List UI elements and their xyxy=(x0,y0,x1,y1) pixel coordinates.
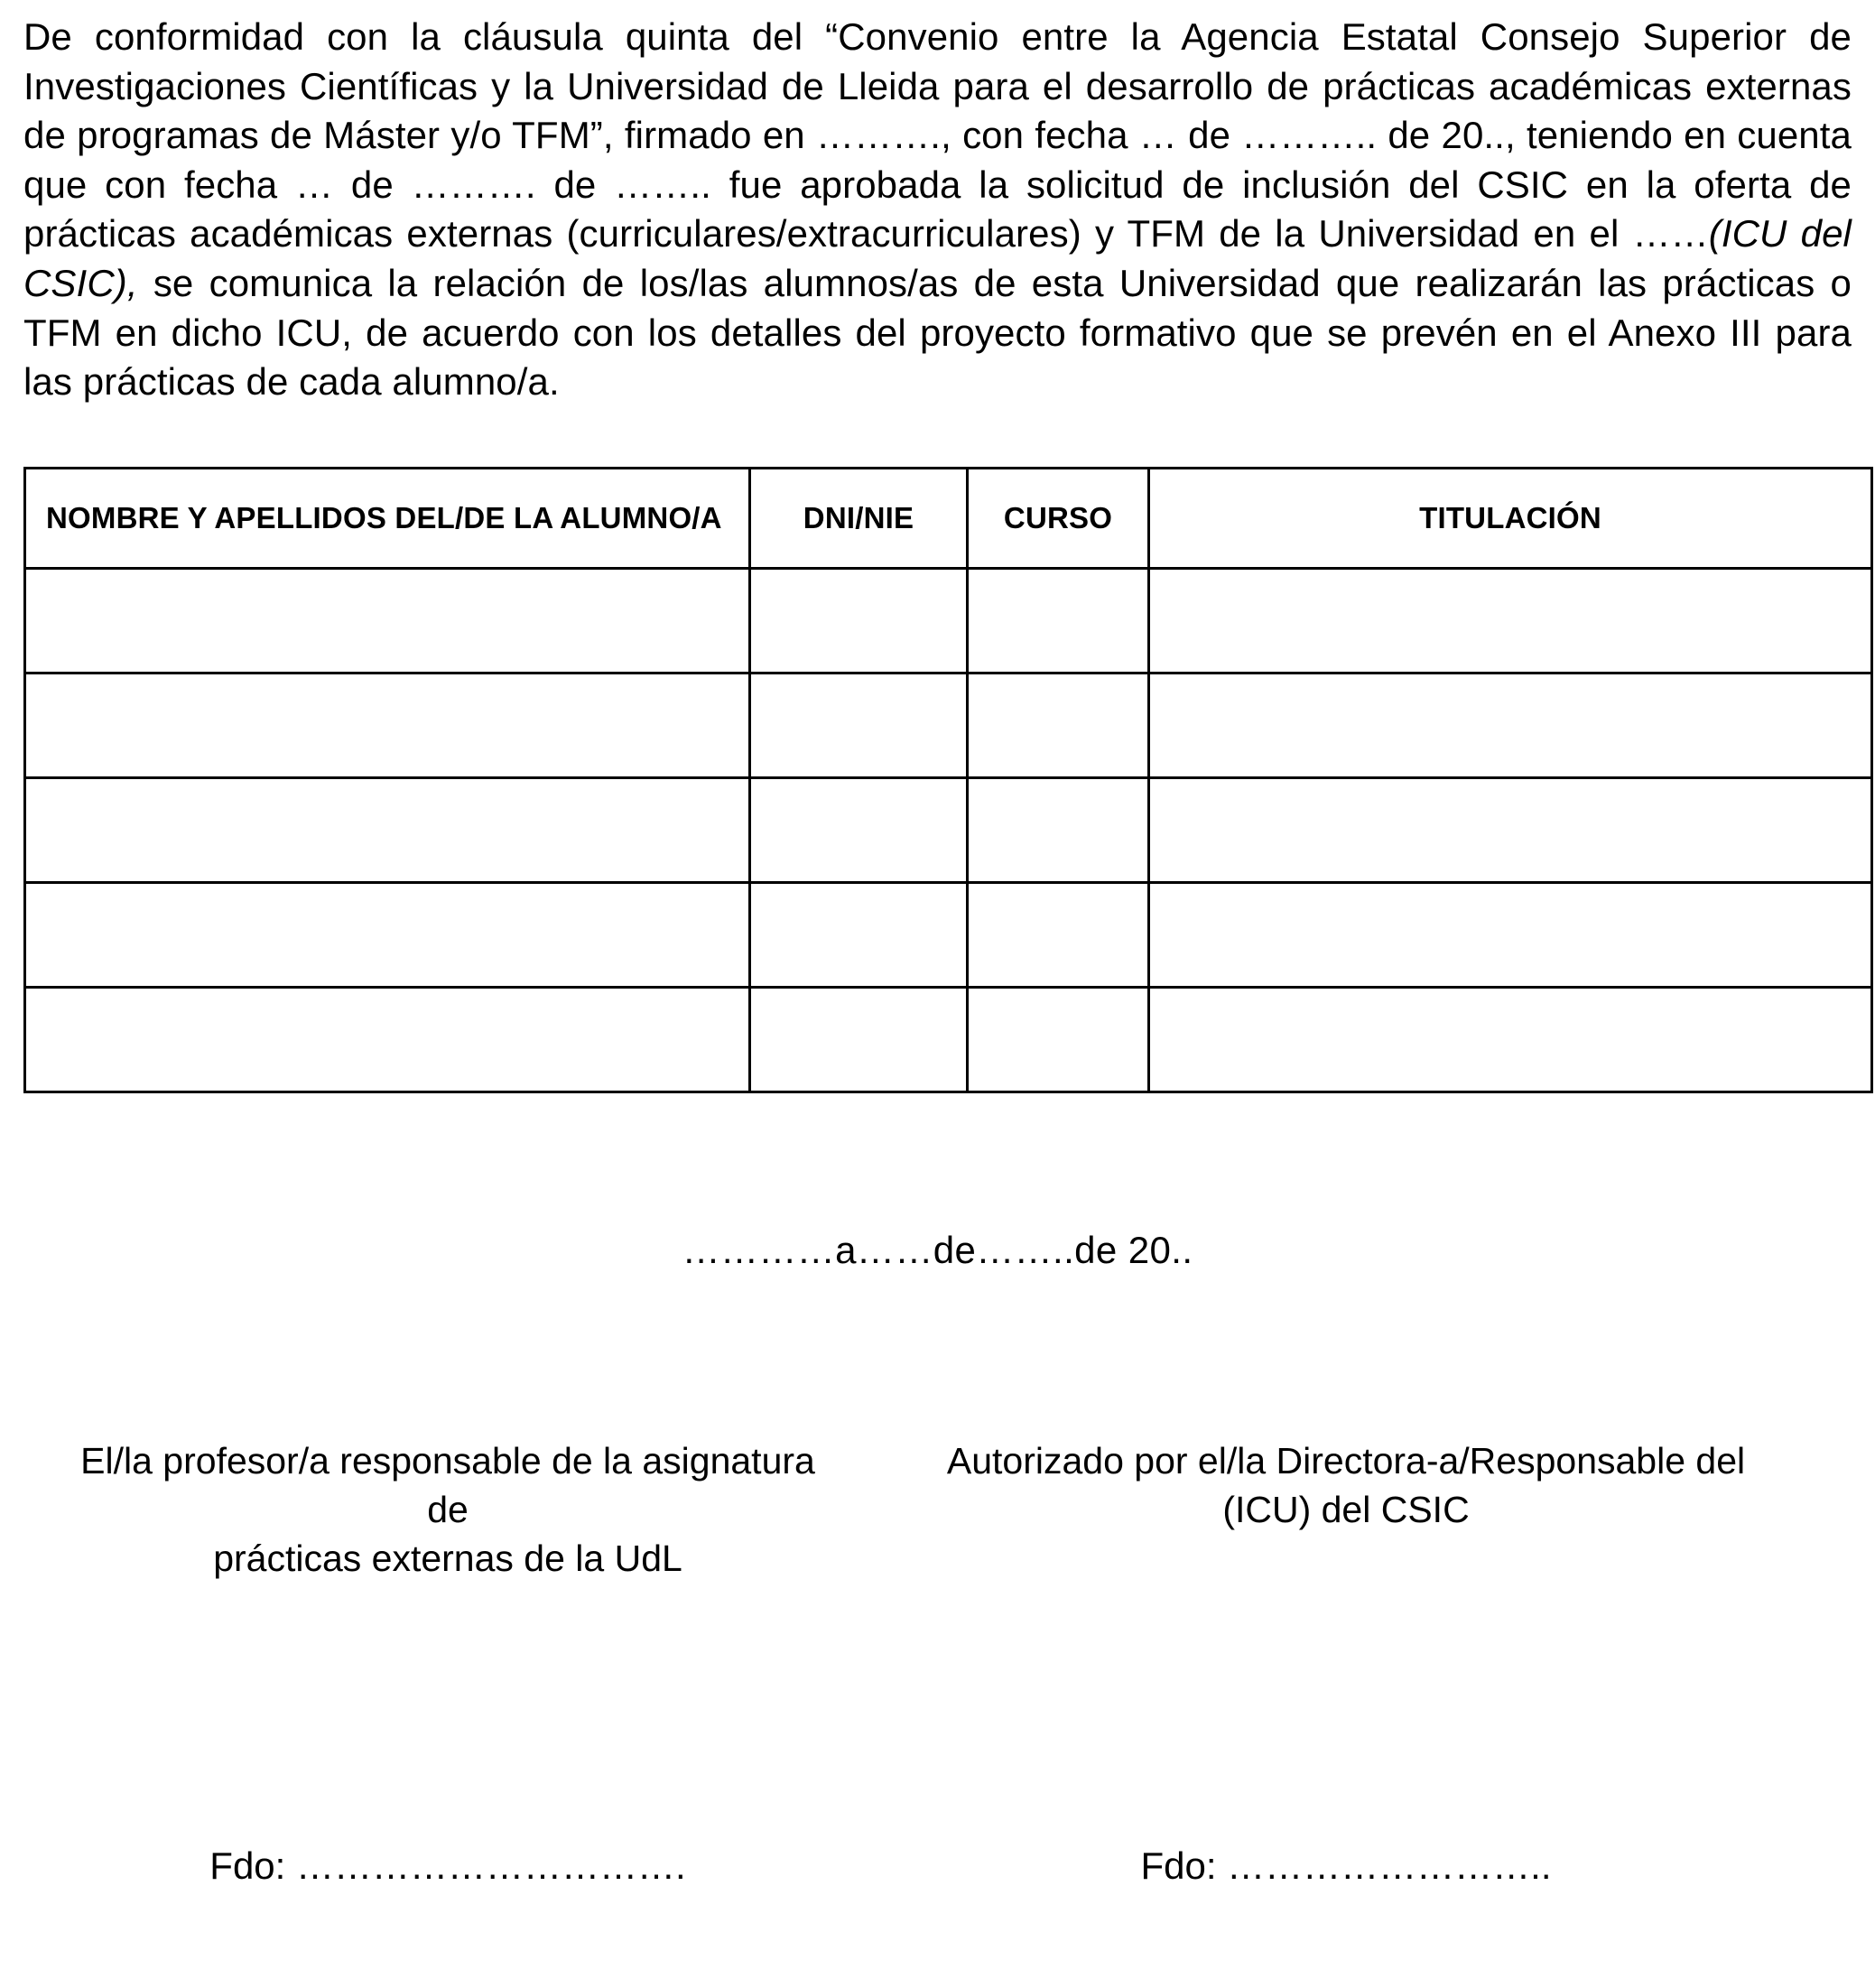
header-curso: CURSO xyxy=(968,468,1149,568)
students-table xyxy=(23,467,1873,1093)
cell-titulacion[interactable] xyxy=(1149,987,1872,1092)
cell-titulacion[interactable] xyxy=(1149,673,1872,777)
cell-nombre[interactable] xyxy=(25,568,750,673)
cell-dni[interactable] xyxy=(750,987,968,1092)
fdo-row xyxy=(23,1844,1852,1888)
header-dni-nie: DNI/NIE xyxy=(750,468,968,568)
cell-curso[interactable] xyxy=(968,882,1149,987)
cell-titulacion[interactable] xyxy=(1149,882,1872,987)
students-table-body xyxy=(25,568,1872,1092)
signature-right-line2: (ICU) del CSIC xyxy=(1222,1488,1470,1530)
signature-left-line2: prácticas externas de la UdL xyxy=(213,1537,682,1579)
table-row xyxy=(25,882,1872,987)
fdo-right: Fdo: …………………….. xyxy=(1140,1844,1552,1888)
cell-nombre[interactable] xyxy=(25,882,750,987)
cell-dni[interactable] xyxy=(750,777,968,882)
cell-dni[interactable] xyxy=(750,882,968,987)
intro-paragraph xyxy=(23,13,1852,407)
signature-block-right xyxy=(890,1436,1793,1583)
date-place-line: …………a……de……..de 20.. xyxy=(682,1228,1193,1271)
signature-right-line1: Autorizado por el/la Directora-a/Responsable del xyxy=(946,1439,1746,1482)
cell-curso[interactable] xyxy=(968,777,1149,882)
table-row xyxy=(25,987,1872,1092)
header-titulacion: TITULACIÓN xyxy=(1149,468,1872,568)
students-table-head xyxy=(25,468,1872,568)
table-row xyxy=(25,777,1872,882)
header-nombre-apellidos: NOMBRE Y APELLIDOS DEL/DE LA ALUMNO/A xyxy=(25,468,750,568)
table-row xyxy=(25,673,1872,777)
intro-paragraph-italic: (ICU del CSIC), xyxy=(23,212,1852,304)
cell-dni[interactable] xyxy=(750,568,968,673)
signature-left-line1: El/la profesor/a responsable de la asignatura de xyxy=(80,1439,815,1530)
cell-nombre[interactable] xyxy=(25,673,750,777)
signature-block-left xyxy=(23,1436,890,1583)
fdo-left: Fdo: …………………………. xyxy=(209,1844,686,1888)
cell-nombre[interactable] xyxy=(25,777,750,882)
table-row xyxy=(25,568,1872,673)
cell-dni[interactable] xyxy=(750,673,968,777)
cell-titulacion[interactable] xyxy=(1149,777,1872,882)
cell-nombre[interactable] xyxy=(25,987,750,1092)
cell-curso[interactable] xyxy=(968,987,1149,1092)
intro-paragraph-part1: De conformidad con la cláusula quinta del “Convenio entre la Agencia Estatal Consejo Superior de Investigaciones Científicas y la Universidad de Lleida para el desarrollo de prácticas académicas externas de programas de Máster y/o TFM”, firmado en ………., con fecha … de ……….. de 20.., teniendo en cuenta que con fecha … de ………. de …….. fue aprobada la solicitud de inclusión del CSIC en la oferta de prácticas académicas externas (curriculares/extracurriculares) y TFM de la Universidad en el …… xyxy=(23,15,1852,255)
cell-titulacion[interactable] xyxy=(1149,568,1872,673)
table-header-row xyxy=(25,468,1872,568)
signature-row xyxy=(23,1436,1852,1583)
cell-curso[interactable] xyxy=(968,568,1149,673)
cell-curso[interactable] xyxy=(968,673,1149,777)
intro-paragraph-part2: se comunica la relación de los/las alumnos/as de esta Universidad que realizarán las prácticas o TFM en dicho ICU, de acuerdo con los detalles del proyecto formativo que se prevén en el Anexo III para las prácticas de cada alumno/a. xyxy=(23,261,1852,404)
